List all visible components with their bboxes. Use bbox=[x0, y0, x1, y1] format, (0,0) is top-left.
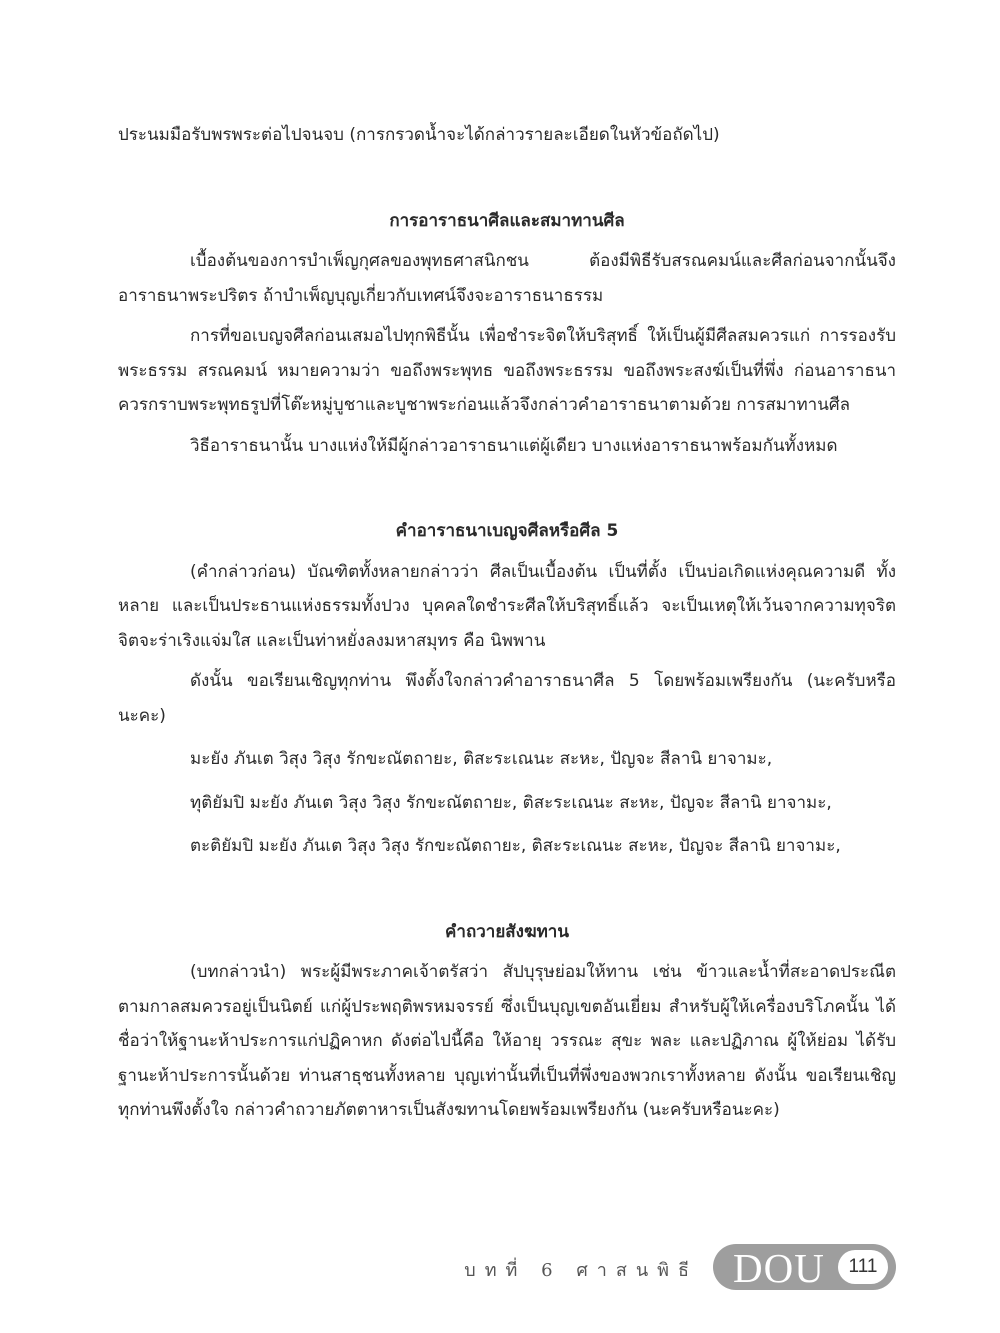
section-heading-five-precepts: คำอาราธนาเบญจศีลหรือศีล 5 bbox=[395, 521, 619, 541]
pali-verse: มะยัง ภันเต วิสุง วิสุง รักขะณัตถายะ, ติสะระเณนะ สะหะ, ปัญจะ สีลานิ ยาจามะ, bbox=[190, 749, 773, 769]
pali-verse: ตะติยัมปิ มะยัง ภันเต วิสุง วิสุง รักขะณัตถายะ, ติสะระเณนะ สะหะ, ปัญจะ สีลานิ ยาจามะ, bbox=[190, 836, 841, 856]
dou-logo-badge bbox=[713, 1244, 896, 1290]
paragraph: (บทกล่าวนำ) พระผู้มีพระภาคเจ้าตรัสว่า สัปบุรุษย่อมให้ทาน เช่น ข้าวและน้ำที่สะอาดประณีต ตามกาลสมควรอยู่เป็นนิตย์ แก่ผู้ประพฤติพรหมจรรย์ ซึ่งเป็นบุญเขตอันเยี่ยม สำหรับผู้ให้เครื่องบริโภคนั้น ได้ชื่อว่าให้ฐานะห้าประการแก่ปฏิคาหก ดังต่อไปนี้คือ ให้อายุ วรรณะ สุขะ พละ และปฏิภาณ ผู้ให้ย่อม ได้รับฐานะห้าประการนั้นด้วย ท่านสาธุชนทั้งหลาย บุญเท่านั้นที่เป็นที่พึ่งของพวกเราทั้งหลาย ดังนั้น ขอเรียนเชิญทุกท่านพึงตั้งใจ กล่าวคำถวายภัตตาหารเป็นสังฆทานโดยพร้อมเพรียงกัน (นะครับหรือนะคะ) bbox=[118, 962, 896, 1120]
section-heading-precepts-request: การอาราธนาศีลและสมาทานศีล bbox=[389, 210, 625, 231]
paragraph: ดังนั้น ขอเรียนเชิญทุกท่าน พึงตั้งใจกล่าวคำอาราธนาศีล 5 โดยพร้อมเพรียงกัน (นะครับหรือ นะคะ) bbox=[118, 671, 896, 726]
paragraph: (คำกล่าวก่อน) บัณฑิตทั้งหลายกล่าวว่า ศีลเป็นเบื้องต้น เป็นที่ตั้ง เป็นบ่อเกิดแห่งคุณความดี ทั้งหลาย และเป็นประธานแห่งธรรมทั้งปวง บุคคลใดชำระศีลให้บริสุทธิ์แล้ว จะเป็นเหตุให้เว้นจากความทุจริต จิตจะร่าเริงแจ่มใส และเป็นท่าหยั่งลงมหาสมุทร คือ นิพพาน bbox=[118, 561, 896, 651]
chapter-title: บทที่ 6 ศาสนพิธี bbox=[464, 1260, 698, 1281]
paragraph: การที่ขอเบญจศีลก่อนเสมอไปทุกพิธีนั้น เพื่อชำระจิตให้บริสุทธิ์ ให้เป็นผู้มีศีลสมควรแก่ การรองรับพระธรรม สรณคมน์ หมายความว่า ขอถึงพระพุทธ ขอถึงพระธรรม ขอถึงพระสงฆ์เป็นที่พึ่ง ก่อนอาราธนาควรกราบพระพุทธรูปที่โต๊ะหมู่บูชาและบูชาพระก่อนแล้วจึงกล่าวคำอาราธนาตามด้วย การสมาทานศีล bbox=[118, 326, 896, 415]
paragraph: วิธีอาราธนานั้น บางแห่งให้มีผู้กล่าวอาราธนาแต่ผู้เดียว บางแห่งอาราธนาพร้อมกันทั้งหมด bbox=[190, 435, 838, 456]
page-number: 111 bbox=[838, 1250, 888, 1284]
pali-verse: ทุติยัมปิ มะยัง ภันเต วิสุง วิสุง รักขะณัตถายะ, ติสะระเณนะ สะหะ, ปัญจะ สีลานิ ยาจามะ, bbox=[190, 792, 832, 813]
paragraph: เบื้องต้นของการบำเพ็ญกุศลของพุทธศาสนิกชน ต้องมีพิธีรับสรณคมน์และศีลก่อนจากนั้นจึง อาราธนาพระปริตร ถ้าบำเพ็ญบุญเกี่ยวกับเทศน์จึงจะอาราธนาธรรม bbox=[118, 251, 896, 306]
intro-line: ประนมมือรับพรพระต่อไปจนจบ (การกรวดน้ำจะได้กล่าวรายละเอียดในหัวข้อถัดไป) bbox=[118, 125, 720, 145]
document-body bbox=[118, 118, 896, 1128]
dou-logo-text: DOU bbox=[733, 1245, 825, 1291]
section-heading-sangha-offering: คำถวายสังฆทาน bbox=[445, 921, 569, 942]
page-footer bbox=[0, 1244, 1000, 1292]
